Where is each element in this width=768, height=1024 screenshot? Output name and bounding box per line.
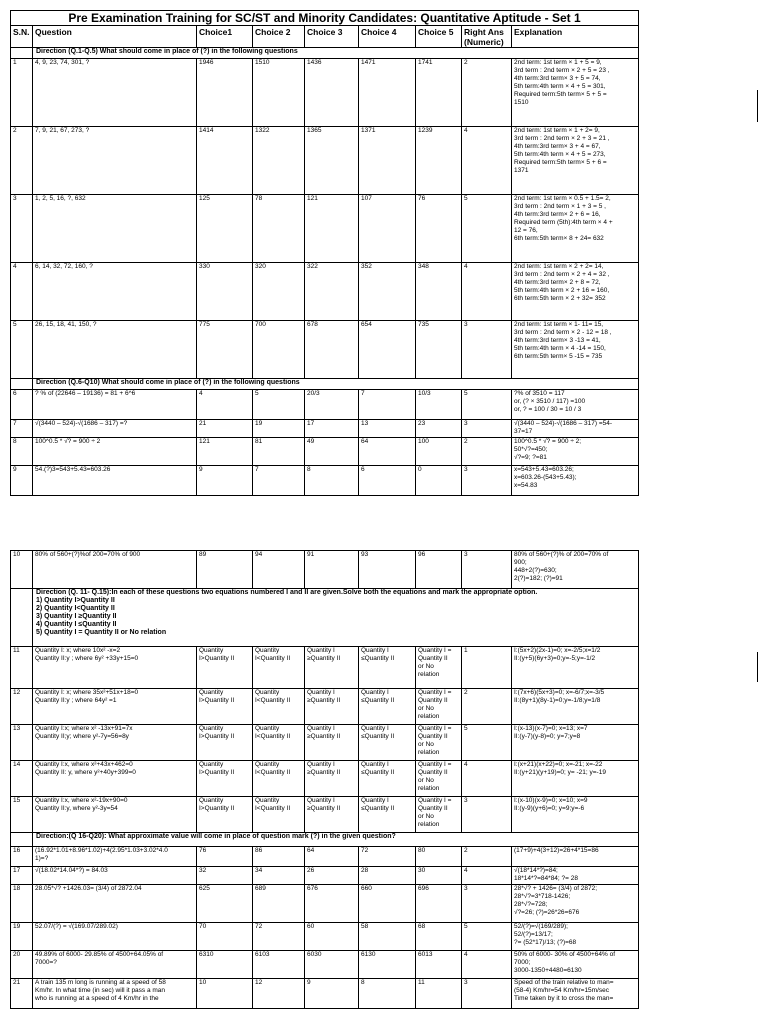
table-row (11, 847, 639, 867)
table-row (11, 647, 639, 689)
right-answer: 4 (462, 951, 512, 979)
question-table-part-2 (10, 550, 639, 1009)
choice-4: Quantity I ≤Quantity II (359, 725, 416, 761)
question-text: Quantity I:x; where x² -13x+91=7x Quantity II;y; where y²-7y=56=8y (33, 725, 197, 761)
right-answer: 4 (462, 867, 512, 885)
direction-text: Direction (Q. 11- Q.15):In each of these questions two equations numbered I and II are given.Solve both the equations and mark the appropriate option. 1) Quantity I>Quantity II 2) Quantity I<Quantity II 3) Quantity I ≥Quantity II 4) Quantity I ≤Quantity II 5) Quantity I = Quantity II or No relation (33, 589, 639, 647)
choice-5: Quantity I = Quantity II or No relation (416, 689, 462, 725)
explanation: 2nd term: 1st term × 2 + 2= 14, 3rd term : 2nd term × 2 + 4 = 32 , 4th term:3rd term× 2 + 8 = 72, 5th term:4th term × 2 + 16 = 160, 6th term:5th term × 2 + 32= 352 (512, 263, 639, 321)
choice-3: 49 (305, 438, 359, 466)
table-row (11, 420, 639, 438)
choice-2: 19 (253, 420, 305, 438)
choice-4: 28 (359, 867, 416, 885)
choice-2: 78 (253, 195, 305, 263)
choice-1: 330 (197, 263, 253, 321)
choice-2: 86 (253, 847, 305, 867)
choice-4: 8 (359, 979, 416, 1009)
right-answer: 5 (462, 725, 512, 761)
question-number: 1 (11, 59, 33, 127)
choice-4: 13 (359, 420, 416, 438)
choice-2: 81 (253, 438, 305, 466)
right-answer: 5 (462, 923, 512, 951)
question-number: 11 (11, 647, 33, 689)
column-header: S.N. (11, 26, 33, 48)
choice-3: 121 (305, 195, 359, 263)
choice-3: Quantity I ≥Quantity II (305, 761, 359, 797)
explanation: 2nd term: 1st term × 0.5 + 1.5= 2, 3rd term : 2nd term × 1 + 3 = 5 , 4th term:3rd term× 2 + 6 = 16, Required term (5th):4th term × 4 + 12 = 76, 6th term:5th term× 8 + 24= 632 (512, 195, 639, 263)
right-answer: 3 (462, 551, 512, 589)
choice-2: 7 (253, 466, 305, 496)
table-row (11, 466, 639, 496)
choice-1: 9 (197, 466, 253, 496)
question-number: 6 (11, 390, 33, 420)
question-text: 7, 9, 21, 67, 273, ? (33, 127, 197, 195)
choice-5: Quantity I = Quantity II or No relation (416, 797, 462, 833)
column-header: Choice 2 (253, 26, 305, 48)
explanation: x=543+5.43=603.26; x=603.26-(543+5.43); x=54.83 (512, 466, 639, 496)
column-header: Choice1 (197, 26, 253, 48)
explanation: 2nd term: 1st term × 1 + 5 = 9, 3rd term : 2nd term × 2 + 5 = 23 , 4th term:3rd term× 3 + 5 = 74, 5th term:4th term × 4 + 5 = 301, Required term:5th term× 5 + 5 = 1510 (512, 59, 639, 127)
direction-text: Direction (Q.1-Q.5) What should come in place of (?) in the following questions (33, 48, 639, 59)
choice-3: 678 (305, 321, 359, 379)
right-answer: 1 (462, 647, 512, 689)
explanation: 100^0.5 * √? = 900 ÷ 2; 50*√?=450; √?=9; ?=81 (512, 438, 639, 466)
explanation: 28*√? + 1426= (3/4) of 2872; 28*√?=3*718-1426; 28*√?=728; √?=26; (?)=26*26=676 (512, 885, 639, 923)
choice-5: Quantity I = Quantity II or No relation (416, 725, 462, 761)
choice-2: 12 (253, 979, 305, 1009)
right-answer: 4 (462, 761, 512, 797)
question-number: 21 (11, 979, 33, 1009)
choice-1: 625 (197, 885, 253, 923)
question-text: Quantity I: x; where 10x² -x=2 Quantity II:y ; where 6y² +33y+15=0 (33, 647, 197, 689)
question-text: √(18.02*14.04*?) = 84.03 (33, 867, 197, 885)
explanation: √(18*14*?)=84; 18*14*?=84*84; ?= 28 (512, 867, 639, 885)
direction-row (11, 833, 639, 847)
table-row (11, 867, 639, 885)
choice-2: 94 (253, 551, 305, 589)
choice-4: Quantity I ≤Quantity II (359, 761, 416, 797)
choice-1: 70 (197, 923, 253, 951)
table-row (11, 390, 639, 420)
question-number: 2 (11, 127, 33, 195)
column-header: Explanation (512, 26, 639, 48)
choice-5: 1239 (416, 127, 462, 195)
question-text: Quantity I:x, where x²-19x+90=0 Quantity II:y, where y²-3y=54 (33, 797, 197, 833)
choice-4: 58 (359, 923, 416, 951)
choice-3: 20/3 (305, 390, 359, 420)
choice-3: 322 (305, 263, 359, 321)
table-row (11, 551, 639, 589)
choice-2: 5 (253, 390, 305, 420)
explanation: √(3440 – 524)-√(1686 – 317) =54- 37=17 (512, 420, 639, 438)
choice-5: 68 (416, 923, 462, 951)
choice-1: Quantity I>Quantity II (197, 761, 253, 797)
question-text: A train 135 m long is running at a speed of 58 Km/hr. In what time (in sec) will it pass a man who is running at a speed of 4 Km/hr in the (33, 979, 197, 1009)
question-number: 12 (11, 689, 33, 725)
table-row (11, 979, 639, 1009)
choice-1: 4 (197, 390, 253, 420)
choice-5: 10/3 (416, 390, 462, 420)
choice-3: Quantity I ≥Quantity II (305, 725, 359, 761)
choice-4: 352 (359, 263, 416, 321)
choice-4: 64 (359, 438, 416, 466)
direction-text: Direction (Q.6-Q10) What should come in place of (?) in the following questions (33, 379, 639, 390)
choice-1: 6310 (197, 951, 253, 979)
question-number: 17 (11, 867, 33, 885)
choice-1: 89 (197, 551, 253, 589)
direction-sn (11, 48, 33, 59)
question-number: 18 (11, 885, 33, 923)
choice-2: 1510 (253, 59, 305, 127)
explanation: I:(7x+6)(5x+3)=0; x=-6/7;x=-3/5 II:(8y+1)(8y-1)=0;y=-1/8;y=1/8 (512, 689, 639, 725)
explanation: 2nd term: 1st term × 1 + 2= 9, 3rd term : 2nd term × 2 + 3 = 21 , 4th term:3rd term× 3 + 4 = 67, 5th term:4th term × 4 + 5 = 273, Required term:5th term× 5 + 6 = 1371 (512, 127, 639, 195)
right-answer: 2 (462, 438, 512, 466)
choice-2: 320 (253, 263, 305, 321)
choice-1: Quantity I>Quantity II (197, 647, 253, 689)
question-text: ? % of (22646 – 19136) = 81 + 6^6 (33, 390, 197, 420)
table-row (11, 885, 639, 923)
right-answer: 4 (462, 127, 512, 195)
choice-4: Quantity I ≤Quantity II (359, 647, 416, 689)
choice-2: 700 (253, 321, 305, 379)
choice-2: Quantity I<Quantity II (253, 647, 305, 689)
choice-5: 23 (416, 420, 462, 438)
question-text: 100^0.5 * √? = 900 ÷ 2 (33, 438, 197, 466)
direction-text: Direction:(Q 16-Q20): What approximate value will come in place of question mark (?) in the given question? (33, 833, 639, 847)
choice-5: 1741 (416, 59, 462, 127)
choice-5: Quantity I = Quantity II or No relation (416, 647, 462, 689)
column-header: Question (33, 26, 197, 48)
choice-1: 10 (197, 979, 253, 1009)
choice-3: 60 (305, 923, 359, 951)
direction-sn (11, 833, 33, 847)
question-text: 4, 9, 23, 74, 301, ? (33, 59, 197, 127)
direction-sn (11, 379, 33, 390)
choice-2: Quantity I<Quantity II (253, 797, 305, 833)
edge-mark-bottom (757, 652, 758, 682)
choice-5: 6013 (416, 951, 462, 979)
explanation: 52/(?)=√(169/289); 52/(?)=13/17; ?= (52*17)/13; (?)=68 (512, 923, 639, 951)
question-text: 28.05*√? +1426.03= (3/4) of 2872.04 (33, 885, 197, 923)
right-answer: 3 (462, 420, 512, 438)
table-row (11, 263, 639, 321)
right-answer: 5 (462, 195, 512, 263)
choice-4: 6130 (359, 951, 416, 979)
right-answer: 4 (462, 263, 512, 321)
choice-2: Quantity I<Quantity II (253, 761, 305, 797)
choice-4: 660 (359, 885, 416, 923)
choice-3: Quantity I ≥Quantity II (305, 689, 359, 725)
question-number: 10 (11, 551, 33, 589)
question-text: (16.92*1.01+8.96*1.02)+4(2.95*1.03+3.02*4.0 1)=? (33, 847, 197, 867)
column-header: Choice 5 (416, 26, 462, 48)
right-answer: 3 (462, 885, 512, 923)
choice-5: 696 (416, 885, 462, 923)
question-text: 54.(?)3=543+5.43=603.26 (33, 466, 197, 496)
choice-2: Quantity I<Quantity II (253, 689, 305, 725)
question-number: 19 (11, 923, 33, 951)
question-number: 8 (11, 438, 33, 466)
choice-5: 735 (416, 321, 462, 379)
table-row (11, 761, 639, 797)
choice-3: 64 (305, 847, 359, 867)
right-answer: 2 (462, 59, 512, 127)
edge-mark-top (757, 90, 758, 122)
choice-1: 76 (197, 847, 253, 867)
choice-4: 1371 (359, 127, 416, 195)
explanation: I:(x-13)(x-7)=0; x=13; x=7 II:(y-7)(y-8)=0; y=7;y=8 (512, 725, 639, 761)
choice-5: 30 (416, 867, 462, 885)
direction-row (11, 589, 639, 647)
right-answer: 3 (462, 979, 512, 1009)
question-text: 80% of 560+(?)%of 200=70% of 900 (33, 551, 197, 589)
right-answer: 3 (462, 466, 512, 496)
choice-4: 7 (359, 390, 416, 420)
column-header: Choice 4 (359, 26, 416, 48)
right-answer: 5 (462, 390, 512, 420)
question-text: 6, 14, 32, 72, 160, ? (33, 263, 197, 321)
explanation: I:(x-10)(x-9)=0; x=10; x=9 II:(y-9)(y+6)=0; y=9;y=-6 (512, 797, 639, 833)
table-row (11, 59, 639, 127)
explanation: Speed of the train relative to man= (58-4) Km/hr=54 Km/hr=15m/sec Time taken by it to cross the man= (512, 979, 639, 1009)
choice-3: 676 (305, 885, 359, 923)
choice-3: 91 (305, 551, 359, 589)
question-number: 14 (11, 761, 33, 797)
choice-2: 689 (253, 885, 305, 923)
table-row (11, 195, 639, 263)
direction-row (11, 48, 639, 59)
choice-5: 80 (416, 847, 462, 867)
choice-5: 76 (416, 195, 462, 263)
choice-3: 1365 (305, 127, 359, 195)
choice-5: Quantity I = Quantity II or No relation (416, 761, 462, 797)
choice-2: 6103 (253, 951, 305, 979)
choice-5: 100 (416, 438, 462, 466)
question-table-part-1 (10, 10, 639, 496)
column-header: Choice 3 (305, 26, 359, 48)
table-row (11, 923, 639, 951)
direction-sn (11, 589, 33, 647)
question-number: 16 (11, 847, 33, 867)
explanation: I:(x+21)(x+22)=0; x=-21; x=-22 II:(y+21)(y+19)=0; y= -21; y=-19 (512, 761, 639, 797)
choice-1: 1414 (197, 127, 253, 195)
question-number: 5 (11, 321, 33, 379)
choice-3: 9 (305, 979, 359, 1009)
choice-3: 8 (305, 466, 359, 496)
sheet-title: Pre Examination Training for SC/ST and Minority Candidates: Quantitative Aptitude - Set 1 (11, 11, 639, 26)
choice-4: 6 (359, 466, 416, 496)
choice-1: 125 (197, 195, 253, 263)
choice-4: Quantity I ≤Quantity II (359, 797, 416, 833)
explanation: 2nd term: 1st term × 1- 11= 15, 3rd term : 2nd term × 2 - 12 = 18 , 4th term:3rd term× 3 -13 = 41, 5th term:4th term × 4 -14 = 150, 6th term:5th term× 5 -15 = 735 (512, 321, 639, 379)
right-answer: 3 (462, 321, 512, 379)
choice-2: 1322 (253, 127, 305, 195)
choice-5: 96 (416, 551, 462, 589)
choice-3: Quantity I ≥Quantity II (305, 647, 359, 689)
question-text: 1, 2, 5, 16, ?, 632 (33, 195, 197, 263)
question-text: Quantity I: x; where 35x²+51x+18=0 Quantity II:y ; where 64y² =1 (33, 689, 197, 725)
question-text: 49.89% of 6000- 29.85% of 4500+64.05% of 7000=? (33, 951, 197, 979)
table-row (11, 689, 639, 725)
explanation: 80% of 560+(?)% of 200=70% of 900; 448+2(?)=630; 2(?)=182; (?)=91 (512, 551, 639, 589)
choice-4: 107 (359, 195, 416, 263)
direction-row (11, 379, 639, 390)
choice-3: 1436 (305, 59, 359, 127)
choice-4: 93 (359, 551, 416, 589)
choice-2: 34 (253, 867, 305, 885)
choice-3: 17 (305, 420, 359, 438)
question-number: 4 (11, 263, 33, 321)
choice-1: 21 (197, 420, 253, 438)
explanation: (17+9)+4(3+12)=26+4*15=86 (512, 847, 639, 867)
explanation: ?% of 3510 = 117 or, (? × 3510 / 117) =100 or, ? = 100 / 30 = 10 / 3 (512, 390, 639, 420)
choice-1: Quantity I>Quantity II (197, 797, 253, 833)
right-answer: 3 (462, 797, 512, 833)
question-number: 20 (11, 951, 33, 979)
table-row (11, 797, 639, 833)
choice-5: 348 (416, 263, 462, 321)
question-number: 9 (11, 466, 33, 496)
question-number: 7 (11, 420, 33, 438)
table-row (11, 951, 639, 979)
choice-3: Quantity I ≥Quantity II (305, 797, 359, 833)
choice-1: 32 (197, 867, 253, 885)
table-row (11, 127, 639, 195)
choice-5: 11 (416, 979, 462, 1009)
choice-3: 26 (305, 867, 359, 885)
right-answer: 2 (462, 689, 512, 725)
explanation: I:(5x+2)(2x-1)=0; x=-2/5;x=1/2 II:(y+5)(6y+3)=0;y=-5;y=-1/2 (512, 647, 639, 689)
choice-4: 1471 (359, 59, 416, 127)
table-row (11, 438, 639, 466)
question-number: 3 (11, 195, 33, 263)
choice-4: 654 (359, 321, 416, 379)
choice-1: Quantity I>Quantity II (197, 689, 253, 725)
question-number: 15 (11, 797, 33, 833)
choice-1: 1946 (197, 59, 253, 127)
choice-5: 0 (416, 466, 462, 496)
choice-3: 6030 (305, 951, 359, 979)
choice-2: Quantity I<Quantity II (253, 725, 305, 761)
choice-1: 121 (197, 438, 253, 466)
choice-2: 72 (253, 923, 305, 951)
question-text: 26, 15, 18, 41, 150, ? (33, 321, 197, 379)
question-text: 52.07/(?) = √(169.07/289.02) (33, 923, 197, 951)
right-answer: 2 (462, 847, 512, 867)
table-row (11, 725, 639, 761)
question-text: √(3440 – 524)-√(1686 – 317) =? (33, 420, 197, 438)
choice-4: 72 (359, 847, 416, 867)
table-row (11, 321, 639, 379)
question-number: 13 (11, 725, 33, 761)
choice-4: Quantity I ≤Quantity II (359, 689, 416, 725)
column-header: Right Ans (Numeric) (462, 26, 512, 48)
choice-1: 775 (197, 321, 253, 379)
choice-1: Quantity I>Quantity II (197, 725, 253, 761)
explanation: 50% of 6000- 30% of 4500+64% of 7000; 3000-1350+4480=6130 (512, 951, 639, 979)
question-text: Quantity I:x, where x²+43x+462=0 Quantity II: y, where y²+40y+399=0 (33, 761, 197, 797)
